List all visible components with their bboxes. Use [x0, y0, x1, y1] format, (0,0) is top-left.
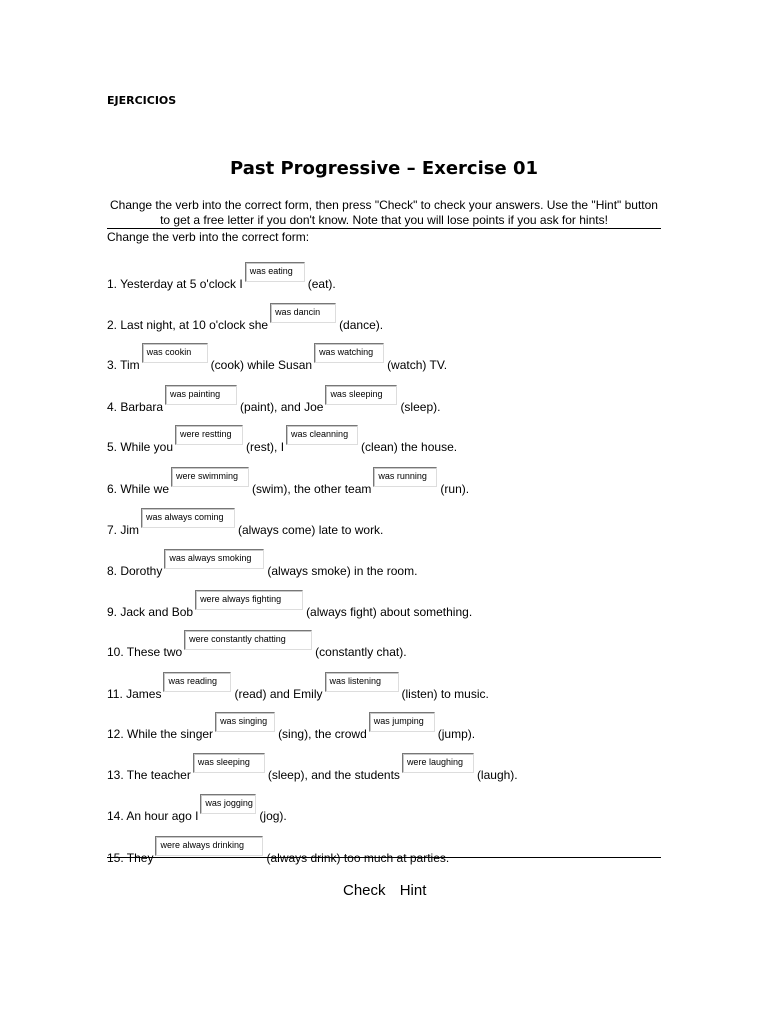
- question-text: 8. Dorothy: [107, 564, 163, 578]
- question-text: (watch) TV.: [387, 358, 448, 372]
- question-9: [107, 596, 472, 620]
- answer-input[interactable]: was jumping: [369, 712, 435, 732]
- button-row: [343, 882, 436, 899]
- question-14: [107, 800, 287, 824]
- question-text: (sing), the crowd: [278, 727, 367, 741]
- answer-input[interactable]: was cleanning: [286, 425, 358, 445]
- answer-input[interactable]: was listening: [325, 672, 399, 692]
- question-15: [107, 842, 449, 866]
- question-text: 3. Tim: [107, 358, 140, 372]
- answer-input[interactable]: was sleeping: [193, 753, 265, 773]
- question-13: [107, 759, 518, 783]
- top-divider: [107, 228, 661, 229]
- hint-button[interactable]: Hint: [399, 882, 427, 899]
- question-text: 11. James: [107, 687, 162, 701]
- question-12: [107, 718, 475, 742]
- question-text: (always smoke) in the room.: [267, 564, 418, 578]
- answer-input[interactable]: were laughing: [402, 753, 474, 773]
- question-11: [107, 678, 489, 702]
- question-text: (laugh).: [476, 768, 518, 782]
- answer-input[interactable]: were constantly chatting: [184, 630, 312, 650]
- question-text: (eat).: [307, 277, 336, 291]
- question-text: 4. Barbara: [107, 400, 164, 414]
- answer-input[interactable]: were always fighting: [195, 590, 303, 610]
- question-text: 1. Yesterday at 5 o'clock I: [107, 277, 243, 291]
- question-4: [107, 391, 440, 415]
- check-button[interactable]: Check: [343, 882, 386, 899]
- question-5: [107, 431, 457, 455]
- question-text: (rest), I: [246, 440, 285, 454]
- subheading: Change the verb into the correct form:: [107, 230, 310, 244]
- question-text: 10. These two: [107, 645, 183, 659]
- question-text: (sleep), and the students: [267, 768, 400, 782]
- question-text: 5. While you: [107, 440, 174, 454]
- question-text: (jog).: [259, 809, 287, 823]
- page-title: Past Progressive – Exercise 01: [230, 158, 538, 179]
- answer-input[interactable]: was singing: [215, 712, 275, 732]
- question-text: (cook) while Susan: [210, 358, 313, 372]
- question-text: (jump).: [437, 727, 476, 741]
- answer-input[interactable]: was always coming: [141, 508, 235, 528]
- header-label: EJERCICIOS: [107, 94, 177, 107]
- answer-input[interactable]: was cookin: [142, 343, 208, 363]
- question-text: (always drink) too much at parties.: [266, 851, 450, 865]
- question-text: (paint), and Joe: [240, 400, 324, 414]
- question-text: (clean) the house.: [361, 440, 458, 454]
- answer-input[interactable]: was jogging: [200, 794, 256, 814]
- answer-input[interactable]: was reading: [163, 672, 231, 692]
- question-text: 15. They: [107, 851, 154, 865]
- question-text: (run).: [440, 482, 470, 496]
- question-text: (sleep).: [400, 400, 441, 414]
- question-text: (constantly chat).: [315, 645, 407, 659]
- answer-input[interactable]: was watching: [314, 343, 384, 363]
- answer-input[interactable]: were swimming: [171, 467, 249, 487]
- question-text: 9. Jack and Bob: [107, 605, 194, 619]
- answer-input[interactable]: was eating: [245, 262, 305, 282]
- question-text: (listen) to music.: [401, 687, 489, 701]
- question-text: (always fight) about something.: [306, 605, 473, 619]
- question-8: [107, 555, 417, 579]
- question-2: [107, 309, 383, 333]
- answer-input[interactable]: was running: [373, 467, 437, 487]
- instructions-text: Change the verb into the correct form, then press "Check" to check your answers. Use the "Hint" button to get a free letter if you don't know. Note that you will lose points if you ask for hints!: [110, 198, 658, 227]
- answer-input[interactable]: were restting: [175, 425, 243, 445]
- question-text: (read) and Emily: [234, 687, 323, 701]
- question-text: 2. Last night, at 10 o'clock she: [107, 318, 269, 332]
- question-text: 12. While the singer: [107, 727, 214, 741]
- answer-input[interactable]: were always drinking: [155, 836, 263, 856]
- answer-input[interactable]: was sleeping: [325, 385, 397, 405]
- question-1: [107, 268, 336, 292]
- answer-input[interactable]: was painting: [165, 385, 237, 405]
- answer-input[interactable]: was always smoking: [164, 549, 264, 569]
- question-3: [107, 349, 447, 373]
- question-7: [107, 514, 383, 538]
- question-10: [107, 636, 407, 660]
- question-text: 7. Jim: [107, 523, 140, 537]
- question-text: (swim), the other team: [252, 482, 372, 496]
- bottom-divider: [107, 857, 661, 858]
- question-text: (always come) late to work.: [238, 523, 384, 537]
- question-text: 14. An hour ago I: [107, 809, 199, 823]
- question-6: [107, 473, 469, 497]
- question-text: 13. The teacher: [107, 768, 191, 782]
- question-text: (dance).: [339, 318, 384, 332]
- answer-input[interactable]: was dancin: [270, 303, 336, 323]
- question-text: 6. While we: [107, 482, 170, 496]
